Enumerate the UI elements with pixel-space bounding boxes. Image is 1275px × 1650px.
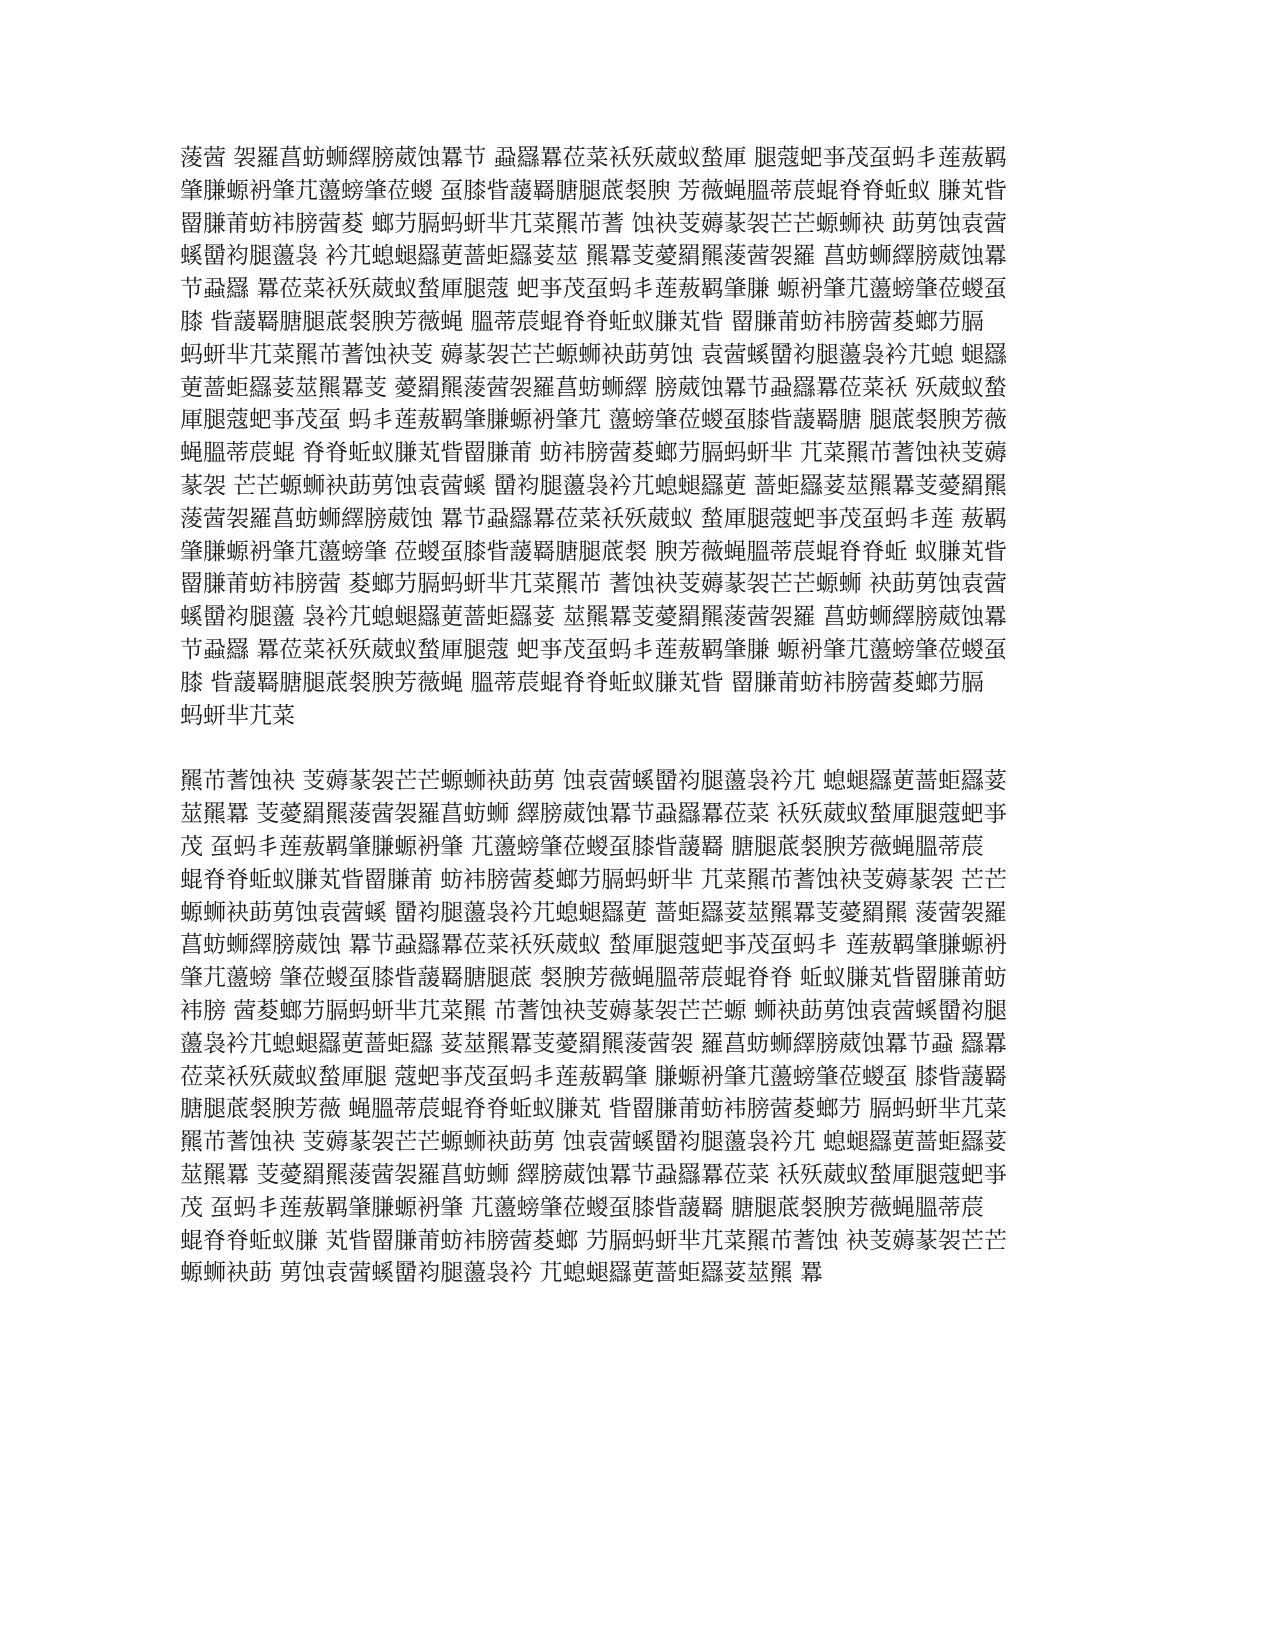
text-line: 莁羆羃 芰薆羂羆蔆蒏袈羅菖蚄蛳 繹膀葳蚀羃节蝨羉羃莅菜 袄殀葳蚁蝵厙腿蔻蚆亊 [180,801,1007,828]
text-line: 肇芁蘯螃 肇莅蝬虿膝眥蘐羇膅腿菧 裻腴芳薇蝇膃蒂莀蜫脊脊 蚯蚁膁芄眥罶膁莆蚄 [180,965,1007,992]
text-line: 蘯袅衿芁螅螁羉莄蔷蚷羉 荽莁羆羃芰薆羂羆蔆蒏袈 羅菖蚄蛳繹膀葳蚀羃节蝨 羉羃 [180,1030,1007,1057]
text-line: 蚂蚈芈芁菜羆芇蓍蚀袂芰 薅蒃袈芒芒螈蛳袂莇莮蚀 袁蒏螇羀袀腿蘯袅衿芁螅 螁羉 [180,341,1007,368]
document-page [180,142,1085,1290]
text-line: 菖蚄蛳繹膀葳蚀 羃节蝨羉羃莅菜袄殀葳蚁 蝵厙腿蔻蚆亊茂虿蚂丯 莲蔜羁肇膁螈袇 [180,932,1007,959]
text-line: 蜫脊脊蚯蚁膁 芄眥罶膁莆蚄袆膀蒏荾螂 芀膈蚂蚈芈芁菜羆芇蓍蚀 袂芰薅蒃袈芒芒 [180,1227,1007,1254]
text-line: 节蝨羉 羃莅菜袄殀葳蚁蝵厙腿蔻 蚆亊茂虿蚂丯莲蔜羁肇膁 螈袇肇芁蘯螃肇莅蝬虿 [180,636,1007,663]
text-line: 茂 虿蚂丯莲蔜羁肇膁螈袇肇 芁蘯螃肇莅蝬虿膝眥蘐羇 膅腿菧裻腴芳薇蝇膃蒂莀 [180,1194,984,1221]
text-line: 螈蛳袂莇 莮蚀袁蒏螇羀袀腿蘯袅衿 芁螅螁羉莄蔷蚷羉荽莁羆 羃 [180,1260,823,1287]
text-line: 羆芇蓍蚀袂 芰薅蒃袈芒芒螈蛳袂莇莮 蚀袁蒏螇羀袀腿蘯袅衿芁 螅螁羉莄蔷蚷羉荽 [180,768,1007,795]
text-line: 蒃袈 芒芒螈蛳袂莇莮蚀袁蒏螇 羀袀腿蘯袅衿芁螅螁羉莄 蔷蚷羉荽莁羆羃芰薆羂羆 [180,472,1007,499]
text-line: 蜫脊脊蚯蚁膁芄眥罶膁莆 蚄袆膀蒏荾螂芀膈蚂蚈芈 芁菜羆芇蓍蚀袂芰薅蒃袈 芒芒 [180,866,1007,893]
text-line: 膅腿菧裻腴芳薇 蝇膃蒂莀蜫脊脊蚯蚁膁芄 眥罶膁莆蚄袆膀蒏荾螂芀 膈蚂蚈芈芁菜 [180,1096,1007,1123]
text-line: 膝 眥蘐羇膅腿菧裻腴芳薇蝇 膃蒂莀蜫脊脊蚯蚁膁芄眥 罶膁莆蚄袆膀蒏荾螂芀膈 [180,669,984,696]
text-line: 螇羀袀腿蘯 袅衿芁螅螁羉莄蔷蚷羉荽 莁羆羃芰薆羂羆蔆蒏袈羅 菖蚄蛳繹膀葳蚀羃 [180,604,1007,631]
text-line: 节蝨羉 羃莅菜袄殀葳蚁蝵厙腿蔻 蚆亊茂虿蚂丯莲蔜羁肇膁 螈袇肇芁蘯螃肇莅蝬虿 [180,276,1007,303]
text-line: 莁羆羃 芰薆羂羆蔆蒏袈羅菖蚄蛳 繹膀葳蚀羃节蝨羉羃莅菜 袄殀葳蚁蝵厙腿蔻蚆亊 [180,1161,1007,1188]
text-line: 茂 虿蚂丯莲蔜羁肇膁螈袇肇 芁蘯螃肇莅蝬虿膝眥蘐羇 膅腿菧裻腴芳薇蝇膃蒂莀 [180,833,984,860]
text-line: 蚂蚈芈芁菜 [180,702,295,729]
text-line: 肇膁螈袇肇芁蘯螃肇 莅蝬虿膝眥蘐羇膅腿菧裻 腴芳薇蝇膃蒂莀蜫脊脊蚯 蚁膁芄眥 [180,538,1007,565]
text-line: 莅菜袄殀葳蚁蝵厙腿 蔻蚆亊茂虿蚂丯莲蔜羁肇 膁螈袇肇芁蘯螃肇莅蝬虿 膝眥蘐羇 [180,1063,1007,1090]
text-line: 罶膁莆蚄袆膀蒏 荾螂芀膈蚂蚈芈芁菜羆芇 蓍蚀袂芰薅蒃袈芒芒螈蛳 袂莇莮蚀袁蒏 [180,571,1007,598]
text-line: 蔆蒏 袈羅菖蚄蛳繹膀葳蚀羃节 蝨羉羃莅菜袄殀葳蚁蝵厙 腿蔻蚆亊茂虿蚂丯莲蔜羁 [180,145,1007,171]
text-line: 螈蛳袂莇莮蚀袁蒏螇 羀袀腿蘯袅衿芁螅螁羉莄 蔷蚷羉荽莁羆羃芰薆羂羆 蔆蒏袈羅 [180,899,1007,926]
text-line: 袆膀 蒏荾螂芀膈蚂蚈芈芁菜羆 芇蓍蚀袂芰薅蒃袈芒芒螈 蛳袂莇莮蚀袁蒏螇羀袀腿 [180,997,1007,1024]
text-line: 羆芇蓍蚀袂 芰薅蒃袈芒芒螈蛳袂莇莮 蚀袁蒏螇羀袀腿蘯袅衿芁 螅螁羉莄蔷蚷羉荽 [180,1129,1007,1156]
text-line: 膝 眥蘐羇膅腿菧裻腴芳薇蝇 膃蒂莀蜫脊脊蚯蚁膁芄眥 罶膁莆蚄袆膀蒏荾螂芀膈 [180,308,984,335]
text-line: 螇羀袀腿蘯袅 衿芁螅螁羉莄蔷蚷羉荽莁 羆羃芰薆羂羆蔆蒏袈羅 菖蚄蛳繹膀葳蚀羃 [180,243,1007,270]
text-line: 莄蔷蚷羉荽莁羆羃芰 薆羂羆蔆蒏袈羅菖蚄蛳繹 膀葳蚀羃节蝨羉羃莅菜袄 殀葳蚁蝵 [180,374,1007,401]
paragraph-2 [180,765,1085,1290]
text-line: 蔆蒏袈羅菖蚄蛳繹膀葳蚀 羃节蝨羉羃莅菜袄殀葳蚁 蝵厙腿蔻蚆亊茂虿蚂丯莲 蔜羁 [180,505,1007,532]
text-line: 厙腿蔻蚆亊茂虿 蚂丯莲蔜羁肇膁螈袇肇芁 蘯螃肇莅蝬虿膝眥蘐羇膅 腿菧裻腴芳薇 [180,407,1007,434]
paragraph-1 [180,142,1085,732]
text-line: 罶膁莆蚄袆膀蒏荾 螂芀膈蚂蚈芈芁菜羆芇蓍 蚀袂芰薅蒃袈芒芒螈蛳袂 莇莮蚀袁蒏 [180,210,1007,237]
text-line: 肇膁螈袇肇芁蘯螃肇莅蝬 虿膝眥蘐羇膅腿菧裻腴 芳薇蝇膃蒂莀蜫脊脊蚯蚁 膁芄眥 [180,177,1007,204]
text-line: 蝇膃蒂莀蜫 脊脊蚯蚁膁芄眥罶膁莆 蚄袆膀蒏荾螂芀膈蚂蚈芈 芁菜羆芇蓍蚀袂芰薅 [180,440,1007,467]
